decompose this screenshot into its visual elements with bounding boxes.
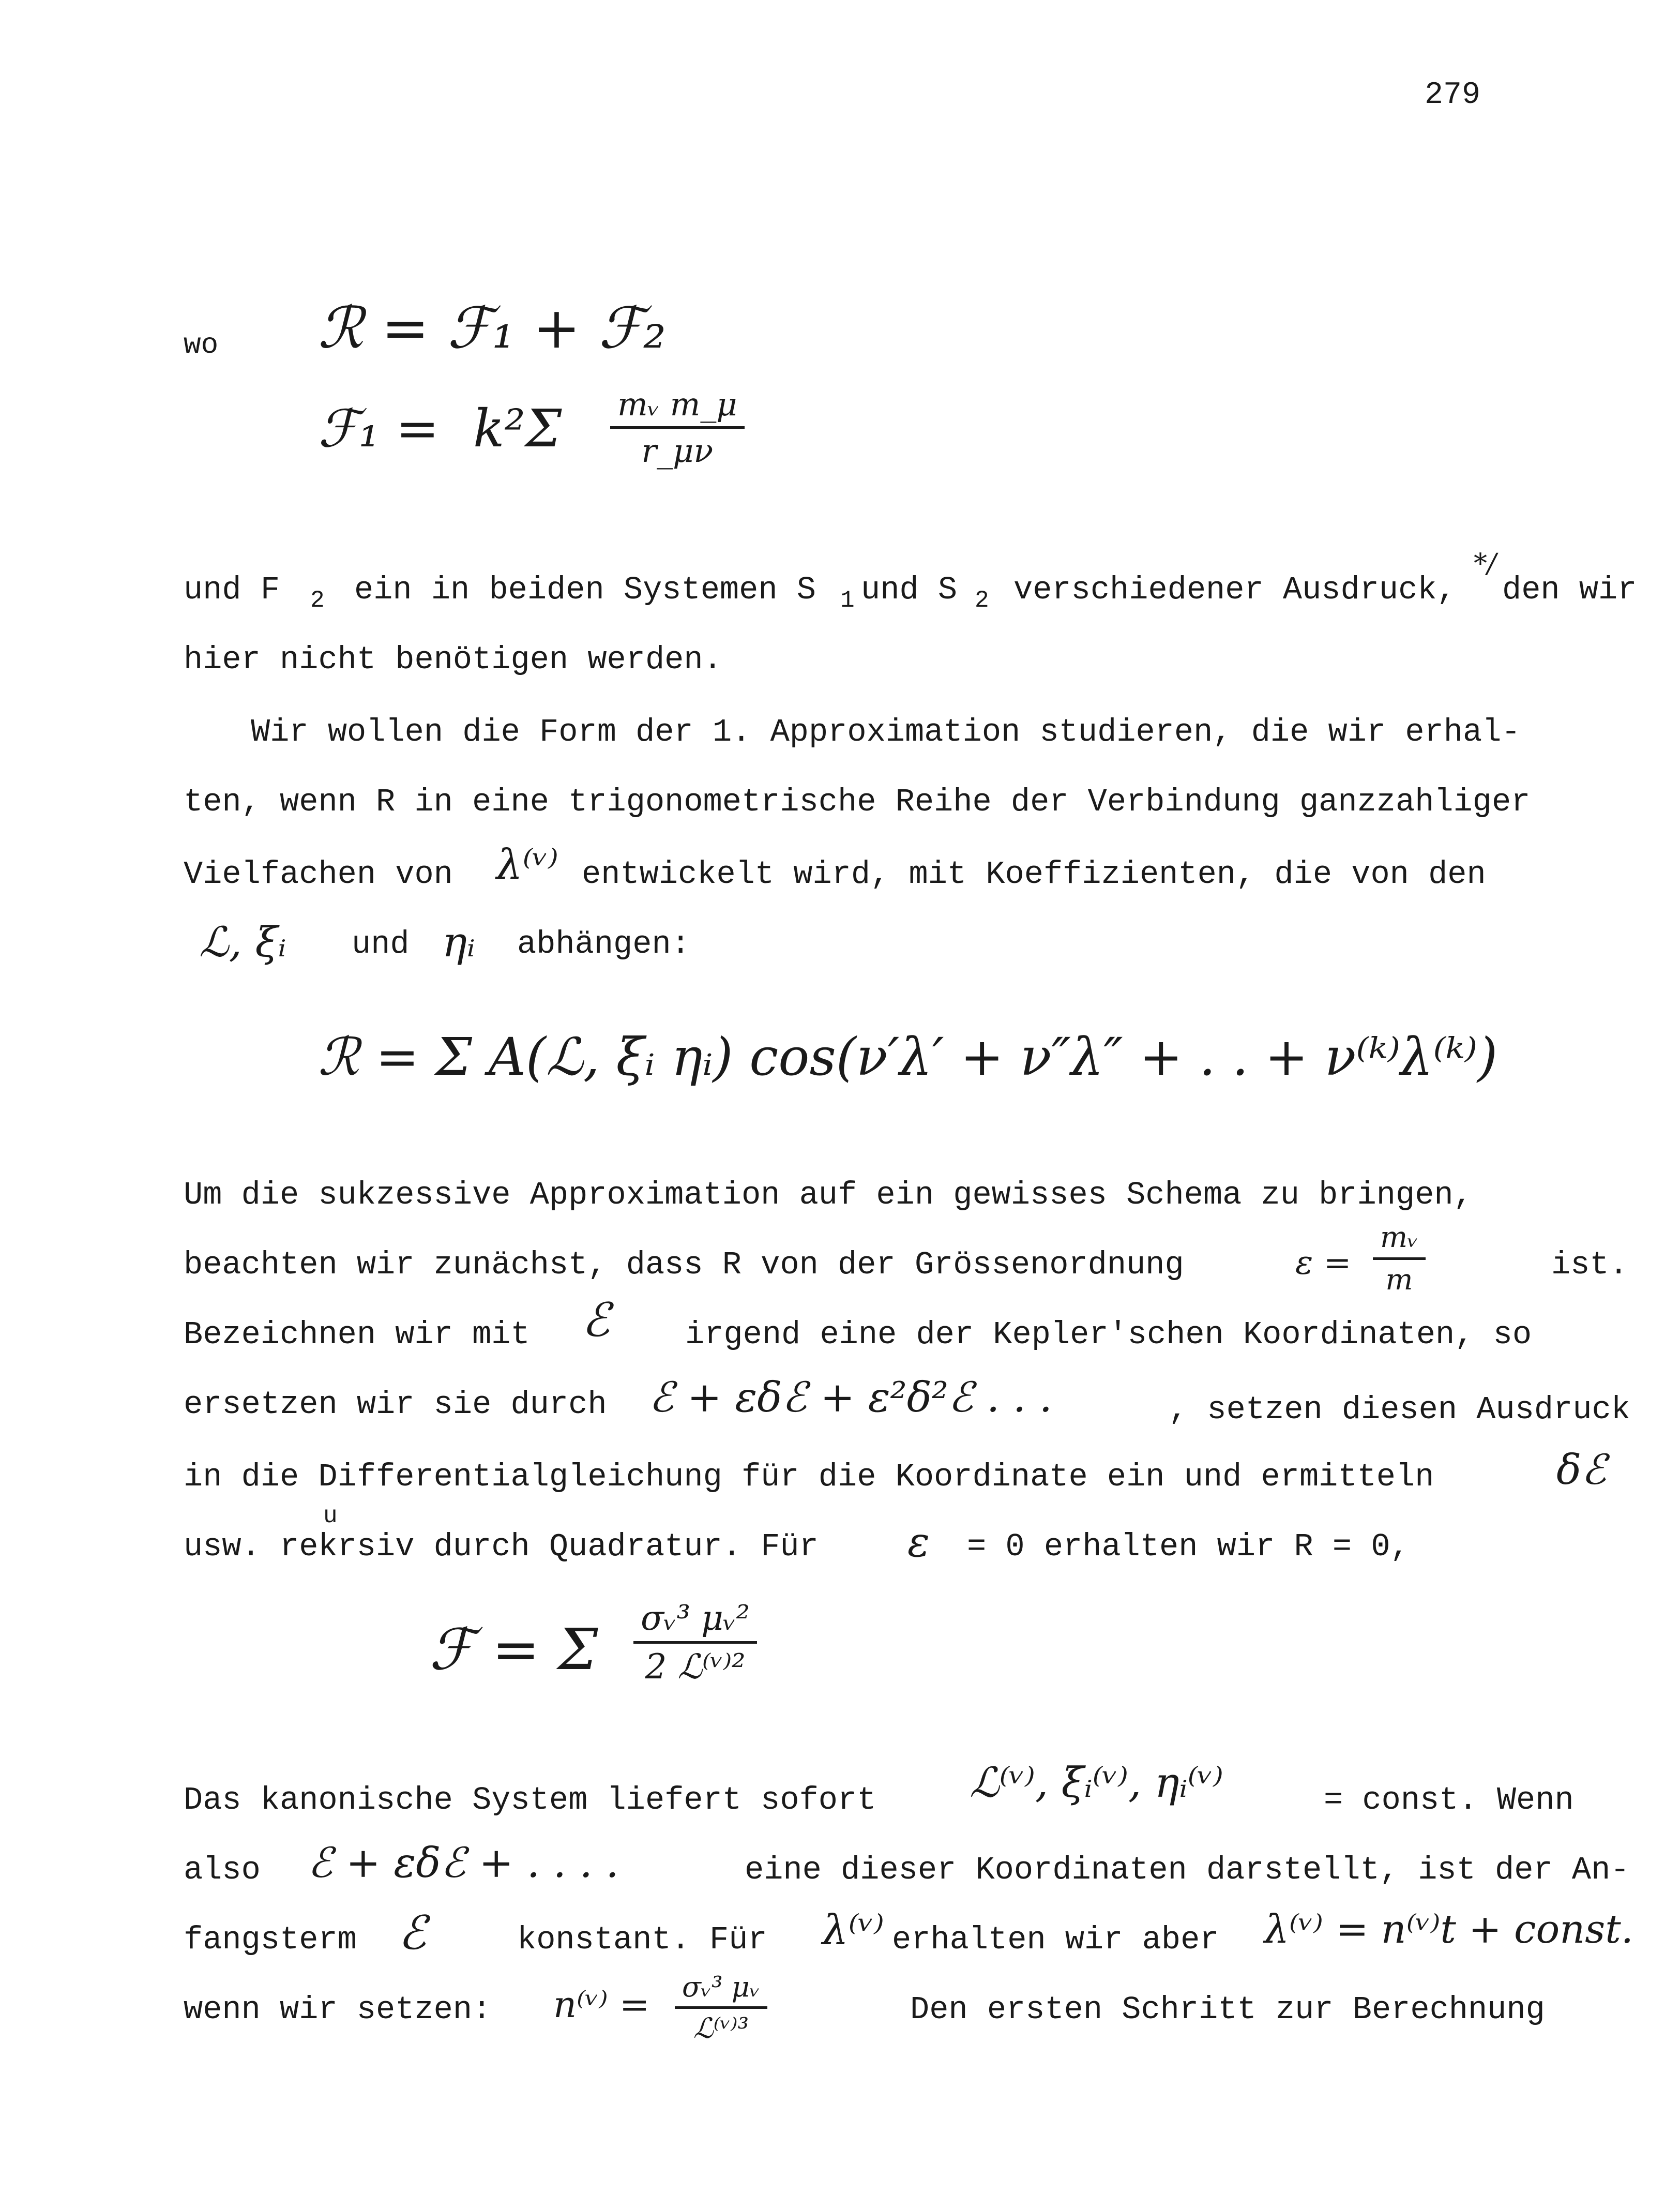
equation-series: ℛ = Σ A(ℒ, ξᵢ ηᵢ) cos(ν′λ′ + ν″λ″ + . . + ν⁽ᵏ⁾λ⁽ᵏ⁾): [318, 1027, 1498, 1087]
equation-F-numerator: σᵥ³ μᵥ²: [633, 1598, 757, 1644]
equation-F1-lhs: ℱ₁ =: [318, 398, 440, 459]
text-line-1-sub-s1: 1: [840, 587, 855, 614]
text-line-1b: ein in beiden Systemen S: [354, 572, 816, 608]
text-wo: wo: [184, 328, 219, 362]
text-line-6a: und: [352, 926, 410, 963]
symbol-L-xi: ℒ, ξᵢ: [199, 918, 286, 966]
text-line-6b: abhängen:: [517, 926, 690, 963]
text-line-11: in die Differentialgleichung für die Koordinate ein und ermitteln: [184, 1459, 1434, 1495]
text-line-3: Wir wollen die Form der 1. Approximation studieren, die wir erhal-: [251, 714, 1521, 750]
equation-F1-k: k²Σ: [473, 398, 562, 459]
symbol-E: ℰ: [582, 1293, 610, 1347]
text-line-1-sub-s2: 2: [975, 587, 989, 614]
symbol-delta-E: δℰ: [1556, 1446, 1607, 1494]
text-line-14a: also: [184, 1852, 261, 1888]
equation-epsilon: ε =: [1295, 1244, 1352, 1282]
epsilon-denominator: m: [1385, 1263, 1413, 1297]
equation-E-series: ℰ + εδℰ + ε²δ²ℰ . . .: [649, 1373, 1052, 1421]
text-line-15a: fangsterm: [184, 1921, 357, 1958]
text-line-9a: Bezeichnen wir mit: [184, 1316, 530, 1353]
symbol-lambda-v: λ⁽ᵛ⁾: [496, 840, 558, 889]
equation-n-lhs: n⁽ᵛ⁾ =: [553, 1984, 650, 2026]
text-line-5a: Vielfachen von: [184, 856, 453, 893]
text-line-5b: entwickelt wird, mit Koeffizienten, die von den: [582, 856, 1486, 893]
equation-lambda: λ⁽ᵛ⁾ = n⁽ᵛ⁾t + const.: [1264, 1906, 1633, 1952]
text-line-14b: eine dieser Koordinaten darstellt, ist der An-: [745, 1852, 1630, 1888]
text-line-13a: Das kanonische System liefert sofort: [184, 1782, 876, 1819]
text-line-16a: wenn wir setzen:: [184, 1991, 492, 2028]
text-line-8b: ist.: [1551, 1246, 1628, 1283]
text-line-2: hier nicht benötigen werden.: [184, 641, 722, 678]
equation-n-fraction: [675, 1971, 767, 2045]
text-line-9b: irgend eine der Kepler'schen Koordinaten, so: [685, 1316, 1532, 1353]
equation-F1-denominator: r_μν: [641, 432, 714, 470]
equation-epsilon-fraction: [1373, 1221, 1426, 1297]
text-line-12a: usw. rekrsiv durch Quadratur. Für: [184, 1528, 819, 1565]
epsilon-numerator: mᵥ: [1373, 1221, 1426, 1260]
text-line-12-correction: u: [323, 1503, 338, 1529]
equation-F-denominator: 2 ℒ⁽ᵛ⁾²: [645, 1647, 746, 1687]
equation-F1-numerator: mᵥ m_μ: [610, 385, 745, 429]
equation-F-fraction: [633, 1598, 757, 1687]
symbol-L-xi-eta: ℒ⁽ᵛ⁾, ξᵢ⁽ᵛ⁾, ηᵢ⁽ᵛ⁾: [970, 1759, 1223, 1807]
text-line-1c: und S: [861, 572, 958, 608]
page-number: 279: [1425, 78, 1481, 113]
equation-F-lhs: ℱ = Σ: [429, 1616, 598, 1683]
text-line-13b: = const. Wenn: [1324, 1782, 1574, 1819]
equation-R: ℛ = ℱ₁ + ℱ₂: [318, 295, 667, 361]
symbol-lambda-v-2: λ⁽ᵛ⁾: [822, 1906, 884, 1954]
text-line-10b: , setzen diesen Ausdruck: [1169, 1391, 1630, 1428]
text-line-1d: verschiedener Ausdruck,: [1013, 572, 1456, 608]
equation-E-series-short: ℰ + εδℰ + . . . .: [308, 1839, 619, 1887]
text-line-7: Um die sukzessive Approximation auf ein gewisses Schema zu bringen,: [184, 1177, 1473, 1213]
text-line-1-sub: 2: [310, 587, 325, 614]
symbol-epsilon: ε: [907, 1518, 930, 1566]
text-line-10a: ersetzen wir sie durch: [184, 1386, 607, 1423]
text-line-12b: = 0 erhalten wir R = 0,: [967, 1528, 1410, 1565]
text-line-1e: den wir: [1502, 572, 1637, 608]
text-line-8a: beachten wir zunächst, dass R von der Grössenordnung: [184, 1246, 1184, 1283]
text-line-15c: erhalten wir aber: [892, 1921, 1219, 1958]
text-line-4: ten, wenn R in eine trigonometrische Reihe der Verbindung ganzzahliger: [184, 784, 1531, 820]
insertion-mark: */: [1474, 548, 1496, 579]
text-line-15b: konstant. Für: [517, 1921, 767, 1958]
equation-n-numerator: σᵥ³ μᵥ: [675, 1971, 767, 2009]
text-line-1a: und F: [184, 572, 280, 608]
symbol-eta-i: ηᵢ: [442, 918, 476, 966]
equation-n-denominator: ℒ⁽ᵛ⁾³: [693, 2012, 749, 2045]
equation-F1-fraction: [610, 385, 745, 470]
text-line-16b: Den ersten Schritt zur Berechnung: [910, 1991, 1545, 2028]
symbol-E-start: ℰ: [398, 1906, 427, 1960]
